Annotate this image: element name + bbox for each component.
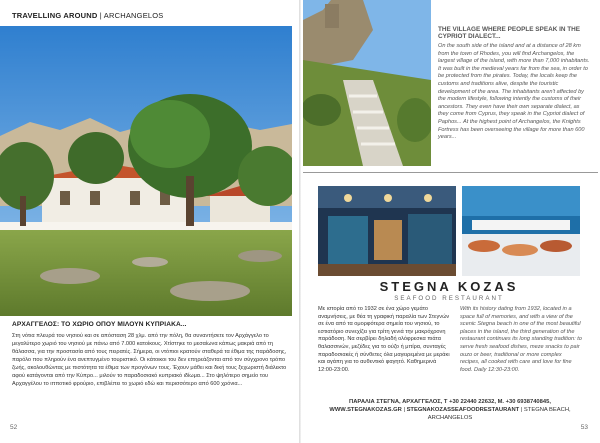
section-divider [303, 172, 598, 173]
running-head-section: TRAVELLING AROUND [12, 11, 98, 20]
running-head [12, 11, 164, 20]
restaurant-name: STEGNA KOZAS [379, 279, 519, 294]
restaurant-subtitle: SEAFOOD RESTAURANT [394, 295, 504, 302]
article-title-english: THE VILLAGE WHERE PEOPLE SPEAK IN THE CYPRIOT DIALECT... [438, 26, 581, 41]
restaurant-description-english: With its history dating from 1932, located in a space full of memories, and with a view of the scenic Stegna beach in one of the most beautiful places in the island, the third generation of the restaurant continues its long standing tradition: to serve fresh seafood dishes, meze snacks to pair ouzo or beer, traditional or more complex recipes, all cooked with care and love for fine food. Daily 12:30-23:00. [460, 306, 582, 373]
village-photo [0, 26, 292, 316]
page-gutter [299, 0, 301, 443]
running-head-separator: | [97, 11, 104, 20]
restaurant-description-greek: Με ιστορία από το 1932 σε ένα χώρο γεμάτο αναμνήσεις, με θέα τη γραφική παραλία των Στεγνών σε ένα από τα ομορφότερα σημεία του νησιού, το εστιατόριο συνεχίζει για τρίτη γενιά την μακρόχρονη παράδοση. Να σερβίρει δηλαδή ολόφρεσκα πιάτα θαλασσινών, μεζέδες για το ούζο ή μπίρα, συνταγές παραδοσιακές ή σύνθετες όλα μαγειρεμένα με μεράκι και αγάπη για το αυθεντικό φαγητό. Καθημερινά 12:00-23:00. [318, 306, 450, 373]
contact-facebook: STEGNAKOZASSEAFOODRESTAURANT [406, 407, 520, 413]
contact-separator: | [401, 407, 407, 413]
restaurant-contact [318, 398, 582, 422]
page-number-left: 52 [10, 424, 18, 431]
page-number-right: 53 [580, 424, 588, 431]
restaurant-interior-photo [318, 186, 456, 276]
article-body-greek: Στη νότια πλευρά του νησιού και σε απόσταση 28 χλμ. από την πόλη, θα συναντήσετε τον Αρχάγγελο το μεγαλύτερο χωριό του νησιού με πάνω από 7.000 κατοίκους. Χτίστηκε το μεσαίωνα κάπως μακριά από τη θάλασσα, για την προστασία από τους πειρατές. Σήμερα, οι ντόπιοι κρατούν σταθερά τα έθιμα της παράδοσης, παρόλο που πληρούν ένα ανεπτυγμένο τουριστικό. Οι κάτοικοι του δεν επηρεάζονται από τον σύγχρονο τρόπο ζωής, ακολουθώντας με πιστότητα τα έθιμα των προγόνων τους. Έχουν μάθει και δική τους ξεχωριστή διάλεκτο αφού κατάγονται από την Κύπρο... μιλούν το παραδοσιακό κυπριακό ιδίωμα... Στο ψηλότερο σημείο του Αρχαγγέλου το ιπποτικό φρούριο, επιβλέπει το χωριό εδώ και περισσότερο από 600 χρόνια... [12, 333, 287, 387]
running-head-place: ARCHANGELOS [103, 11, 164, 20]
contact-address-phone: ΠΑΡΑΛΙΑ ΣΤΕΓΝΑ, ΑΡΧΑΓΓΕΛΟΣ, Τ +30 22440 22632, Μ. +30 6938740845, [349, 399, 551, 405]
castle-path-photo [303, 0, 431, 166]
article-body-english: On the south side of the island and at a distance of 28 km from the town of Rhodes, you will find Archangelos, the largest village of the island, with more than 7,000 inhabitants. It was built in the medieval years far from the sea, in order to be protected from the pirates. Today, the locals keep the customs and traditions alive, despite the touristic development of the area. The inhabitants aren't affected by the modern lifestyle, following intently the customs of their ancestors. They even have their own separate dialect, as they come from Cyprus, they speak in the Cypriot dialect of Paphos... At the highest point of Archangelos, the Knights Fortress has been overseeing the village for more than 600 years... [438, 43, 590, 141]
seafood-display-photo [462, 186, 580, 276]
contact-location: | STEGNA BEACH, ARCHANGELOS [427, 407, 571, 421]
contact-online [318, 406, 582, 422]
article-title-greek: ΑΡΧΑΓΓΕΛΟΣ: ΤΟ ΧΩΡΙΟ ΟΠΟΥ ΜΙΛΟΥΝ ΚΥΠΡΙΑΚΑ... [12, 321, 187, 328]
contact-website-link[interactable]: WWW.STEGNAKOZAS.GR [329, 407, 402, 413]
